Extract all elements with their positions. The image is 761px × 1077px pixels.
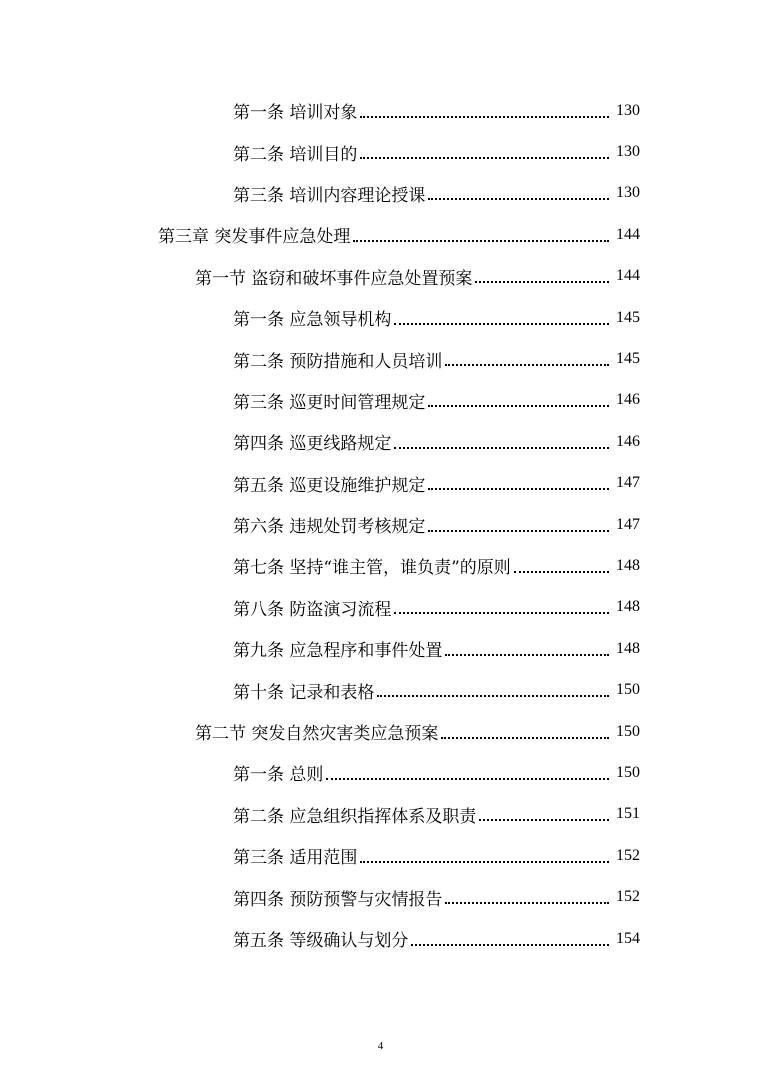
toc-entry-title: 第四条 预防预警与灾情报告 <box>233 889 443 910</box>
toc-entry[interactable] <box>0 835 761 876</box>
toc-entry-page: 152 <box>616 846 640 864</box>
dot-leader <box>445 654 609 656</box>
toc-entry-title: 第二条 应急组织指挥体系及职责 <box>233 806 477 827</box>
toc-entry[interactable] <box>0 338 761 379</box>
toc-entry-page: 145 <box>616 350 640 368</box>
toc-entry-title: 第七条 坚持“谁主管，谁负责”的原则 <box>233 558 511 579</box>
toc-entry-title: 第九条 应急程序和事件处置 <box>233 641 443 662</box>
toc-entry-page: 148 <box>616 598 640 616</box>
dot-leader <box>360 157 609 159</box>
toc-entry-title: 第一条 总则 <box>233 765 324 786</box>
dot-leader <box>394 612 609 614</box>
toc-entry-title: 第五条 等级确认与划分 <box>233 931 409 951</box>
dot-leader <box>445 364 609 366</box>
toc-entry-title: 第八条 防盗演习流程 <box>233 599 392 620</box>
toc-entry[interactable] <box>0 173 761 214</box>
table-of-contents <box>0 90 761 959</box>
page-number: 4 <box>377 1040 384 1052</box>
toc-entry-page: 145 <box>616 308 640 326</box>
toc-entry-page: 144 <box>616 225 640 243</box>
toc-entry-title: 第三条 巡更时间管理规定 <box>233 392 426 413</box>
toc-entry[interactable] <box>0 463 761 504</box>
dot-leader <box>475 281 609 283</box>
toc-entry[interactable] <box>0 876 761 917</box>
dot-leader <box>377 695 609 697</box>
dot-leader <box>394 323 609 325</box>
toc-entry[interactable] <box>0 545 761 586</box>
toc-entry[interactable] <box>0 504 761 545</box>
toc-entry-title: 第二条 培训目的 <box>233 144 358 165</box>
toc-entry-page: 130 <box>616 143 640 161</box>
toc-entry-page: 146 <box>616 432 640 450</box>
toc-entry-title: 第四条 巡更线路规定 <box>233 434 392 455</box>
dot-leader <box>479 819 609 821</box>
toc-entry-page: 148 <box>616 556 640 574</box>
toc-entry-title: 第一条 培训对象 <box>233 103 358 124</box>
toc-entry-title: 第六条 违规处罚考核规定 <box>233 517 426 538</box>
toc-entry-page: 144 <box>616 267 640 285</box>
toc-entry-title: 第三条 培训内容理论授课 <box>233 185 426 206</box>
dot-leader <box>360 861 609 863</box>
toc-entry-page: 150 <box>616 681 640 699</box>
toc-chapter-entry[interactable] <box>0 214 761 255</box>
toc-entry-page: 148 <box>616 639 640 657</box>
dot-leader <box>428 488 609 490</box>
dot-leader <box>428 198 609 200</box>
toc-entry-page: 154 <box>616 929 640 947</box>
dot-leader <box>428 530 609 532</box>
dot-leader <box>441 737 609 739</box>
dot-leader <box>360 116 609 118</box>
toc-entry[interactable] <box>0 669 761 710</box>
dot-leader <box>514 571 609 573</box>
dot-leader <box>445 902 609 904</box>
toc-entry[interactable] <box>0 752 761 793</box>
toc-entry-page: 130 <box>616 184 640 202</box>
toc-entry-title: 第五条 巡更设施维护规定 <box>233 475 426 496</box>
toc-entry-page: 151 <box>616 805 640 823</box>
toc-section-entry[interactable] <box>0 256 761 297</box>
toc-entry-title: 第二节 突发自然灾害类应急预案 <box>195 724 439 745</box>
toc-entry[interactable] <box>0 794 761 835</box>
toc-section-entry[interactable] <box>0 711 761 752</box>
toc-entry-title: 第二条 预防措施和人员培训 <box>233 351 443 372</box>
toc-entry-page: 146 <box>616 391 640 409</box>
dot-leader <box>411 944 609 946</box>
toc-entry[interactable] <box>0 297 761 338</box>
toc-entry[interactable] <box>0 421 761 462</box>
dot-leader <box>326 778 609 780</box>
toc-entry-page: 150 <box>616 763 640 781</box>
toc-entry[interactable] <box>0 380 761 421</box>
toc-entry[interactable] <box>0 587 761 628</box>
toc-entry-page: 147 <box>616 474 640 492</box>
toc-entry[interactable] <box>0 90 761 131</box>
toc-entry-page: 130 <box>616 101 640 119</box>
toc-entry[interactable] <box>0 131 761 172</box>
dot-leader <box>428 405 609 407</box>
toc-entry[interactable] <box>0 628 761 669</box>
toc-entry-page: 150 <box>616 722 640 740</box>
toc-entry-title: 第三条 适用范围 <box>233 848 358 869</box>
toc-entry-page: 147 <box>616 515 640 533</box>
toc-entry[interactable] <box>0 918 761 959</box>
toc-entry-page: 152 <box>616 888 640 906</box>
toc-entry-title: 第一节 盗窃和破坏事件应急处置预案 <box>195 268 473 289</box>
dot-leader <box>353 240 609 242</box>
toc-entry-title: 第一条 应急领导机构 <box>233 310 392 331</box>
dot-leader <box>394 447 609 449</box>
toc-entry-title: 第十条 记录和表格 <box>233 682 375 703</box>
toc-entry-title: 第三章 突发事件应急处理 <box>158 227 351 248</box>
